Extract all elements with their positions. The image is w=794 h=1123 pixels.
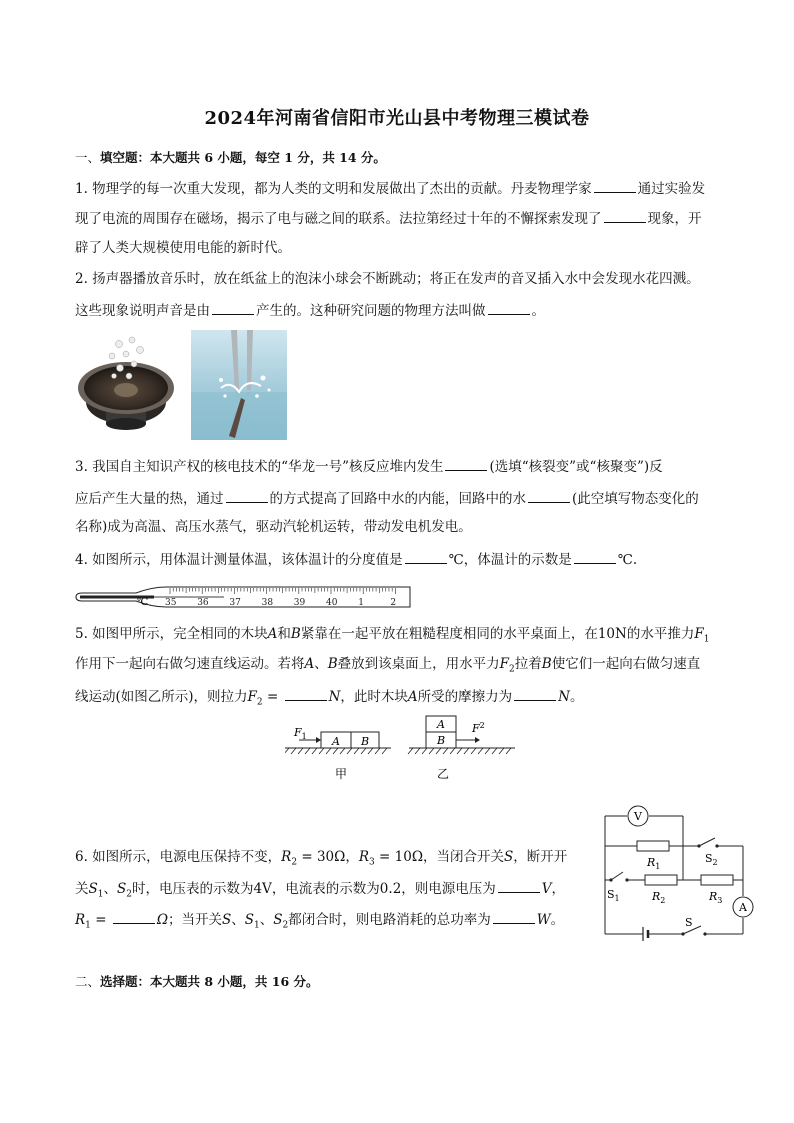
var-F: F [499, 656, 510, 672]
figure-caption-jia: 甲 [335, 767, 348, 781]
q6-line3 [75, 909, 564, 935]
ammeter-label: A [739, 901, 747, 914]
q4-line1 [75, 549, 637, 569]
text: ℃，体温计的示数是 [448, 552, 572, 568]
unit-V: V [541, 881, 552, 897]
text: 时，电压表的示数为 [131, 881, 254, 897]
unit-N: N [328, 689, 341, 705]
answer-blank[interactable] [498, 878, 540, 893]
answer-blank[interactable] [493, 909, 535, 924]
q3-line2 [75, 488, 699, 508]
scale-label: 38 [261, 598, 274, 608]
subscript: 1 [703, 634, 710, 645]
label-S2: $S_2$ [705, 852, 718, 867]
ground-hatch [319, 748, 324, 754]
text: = [262, 689, 283, 705]
unit-W: W [536, 912, 551, 928]
subscript: 3 [369, 857, 375, 868]
scale-label: 2 [390, 598, 397, 608]
page-title: 2024年河南省信阳市光山县中考物理三模试卷 [204, 108, 590, 129]
text: 都闭合时，则电路消耗的总功率为 [288, 912, 491, 928]
ground-hatch [285, 748, 289, 754]
label-S: S [685, 916, 693, 929]
ground-hatch [506, 748, 511, 754]
text: 。 [569, 689, 584, 705]
ground-hatch [291, 748, 296, 754]
section-2-heading [75, 972, 319, 990]
subscript: 2 [291, 857, 298, 868]
section-text: 填空题：本大题共 6 小题，每空 1 分，共 14 分。 [100, 150, 386, 165]
answer-blank[interactable] [488, 300, 530, 315]
ground-hatch [471, 748, 476, 754]
q3-line1 [75, 456, 663, 476]
text: 紧靠在一起平放在粗糙程度相同的水平桌面上，在 [300, 626, 598, 642]
var-F: F [694, 626, 704, 642]
subscript: 2 [126, 889, 132, 900]
text: 的水平推力 [626, 626, 695, 642]
ground-hatch [422, 748, 427, 754]
ground-hatch [326, 748, 331, 754]
q1-line2 [75, 208, 702, 228]
text: ，断开开 [513, 849, 568, 865]
scale-label: 39 [293, 598, 306, 608]
clinical-thermometer-figure [74, 584, 414, 610]
text: 这些现象说明声音是由 [75, 303, 210, 319]
figure-caption-yi: 乙 [437, 767, 450, 781]
var-S: S [244, 912, 255, 928]
q5-line2 [75, 655, 700, 679]
text: 使它们一起向右做匀速直 [551, 656, 701, 672]
text: = 30Ω， [297, 849, 359, 865]
label-R3: $R_3$ [709, 890, 723, 905]
text: 关 [75, 881, 89, 897]
subscript: 2 [282, 920, 289, 931]
arrow-head-icon [475, 737, 480, 743]
var-S: S [88, 881, 98, 897]
text: ，则电源电压为 [401, 881, 496, 897]
answer-blank[interactable] [212, 300, 254, 315]
var-S: S [222, 912, 232, 928]
text: 、 [231, 912, 245, 928]
q1-line3: 辟了人类大规模使用电能的新时代。 [75, 240, 291, 256]
ground-hatch [408, 748, 413, 754]
ground-hatch [450, 748, 455, 754]
section-text: 选择题：本大题共 8 小题，共 16 分。 [100, 974, 319, 989]
text: 所受的摩擦力为 [417, 689, 513, 705]
text: 、 [259, 912, 274, 928]
ground-hatch [312, 748, 317, 754]
text: 现象，开 [647, 211, 702, 227]
text: 、 [103, 881, 117, 897]
block-A-label: A [437, 718, 445, 731]
text: 1. 物理学的每一次重大发现，都为人类的文明和发展做出了杰出的贡献。丹麦物理学家 [75, 181, 592, 197]
force-value: 10N [597, 626, 627, 642]
block-A-label: A [332, 735, 340, 748]
answer-blank[interactable] [405, 549, 447, 564]
scale-label: 40 [326, 598, 338, 608]
text: 5. 如图甲所示，完全相同的木块 [75, 626, 268, 642]
var-B: B [541, 656, 552, 672]
var-B: B [327, 656, 338, 672]
unit-ohm: Ω [156, 912, 169, 928]
text: 叠放到该桌面上，用水平力 [337, 656, 500, 672]
section-1-heading [75, 148, 386, 166]
ground-hatch [457, 748, 462, 754]
answer-blank[interactable] [285, 686, 327, 701]
ground-hatch [429, 748, 434, 754]
scale-label: 36 [197, 598, 209, 608]
text: ，电流表的示数为0.2 [271, 881, 402, 897]
text: 产生的。这种研究问题的物理方法叫做 [256, 303, 486, 319]
force-label-f1: $F_1$ [294, 726, 307, 741]
q3-line3: 名称)成为高温、高压水蒸气，驱动汽轮机运转，带动发电机发电。 [75, 519, 472, 535]
arrow-head-icon [316, 737, 321, 743]
text: ，此时木块 [340, 689, 408, 705]
text: 3. 我国自主知识产权的核电技术的“华龙一号”核反应堆内发生 [75, 459, 444, 475]
text: = 10Ω，当闭合开关 [374, 849, 505, 865]
ground-hatch [333, 748, 338, 754]
subscript: 2 [256, 697, 263, 708]
unit-N: N [558, 689, 570, 705]
ground-hatch [485, 748, 490, 754]
answer-blank[interactable] [604, 208, 646, 223]
block-B-label: B [437, 734, 446, 747]
var-F: F [247, 689, 257, 705]
ground-hatch [415, 748, 420, 754]
text: ；当开关 [168, 912, 223, 928]
var-A: A [304, 656, 315, 672]
text: 4. 如图所示，用体温计测量体温，该体温计的分度值是 [75, 552, 403, 568]
ground-hatch [443, 748, 448, 754]
text: = [90, 912, 111, 928]
subscript: 1 [97, 889, 104, 900]
text: 的方式提高了回路中水的内能，回路中的水 [269, 491, 526, 507]
answer-blank[interactable] [594, 178, 636, 193]
text: 拉着 [514, 656, 542, 672]
answer-blank[interactable] [445, 456, 487, 471]
ground-hatch [305, 748, 310, 754]
text: 作用下一起向右做匀速直线运动。若将 [75, 656, 305, 672]
label-R1: $R_1$ [647, 856, 661, 871]
label-R2: $R_2$ [652, 890, 666, 905]
text: ， [551, 881, 566, 897]
subscript: 2 [509, 664, 515, 675]
q2-line2 [75, 300, 545, 320]
text: 通过实验发 [637, 181, 706, 197]
ground-hatch [478, 748, 483, 754]
block-B-label: B [361, 735, 370, 748]
text: (选填“核裂变”或“核聚变”)反 [489, 459, 663, 475]
ground-hatch [375, 748, 380, 754]
var-A: A [267, 626, 278, 642]
label-S1: $S_1$ [607, 888, 620, 903]
ground-hatch [340, 748, 345, 754]
answer-blank[interactable] [226, 488, 268, 503]
answer-blank[interactable] [113, 909, 155, 924]
text: 和 [277, 626, 291, 642]
section-number: 一、 [75, 150, 101, 165]
var-R: R [75, 912, 86, 928]
answer-blank[interactable] [574, 549, 616, 564]
voltmeter-label: V [634, 810, 642, 823]
thermometer-unit-label: ℃ [137, 597, 149, 608]
var-A: A [407, 689, 418, 705]
scale-label: 1 [358, 598, 364, 608]
ground-hatch [354, 748, 359, 754]
section-number: 二、 [75, 974, 101, 989]
ground-hatch [464, 748, 469, 754]
var-R: R [281, 849, 292, 865]
text: 、 [314, 656, 328, 672]
q1-line1 [75, 178, 705, 198]
blocks-figure-jia-yi [285, 712, 517, 784]
var-S: S [116, 881, 127, 897]
scale-label: 37 [229, 598, 241, 608]
text: 6. 如图所示，电源电压保持不变， [75, 849, 282, 865]
ground-hatch [499, 748, 504, 754]
var-S: S [273, 912, 283, 928]
text: 。 [531, 303, 545, 319]
var-S: S [504, 849, 514, 865]
ground-hatch [347, 748, 352, 754]
voltage-value: 4V [253, 881, 272, 897]
text: (此空填写物态变化的 [572, 491, 699, 507]
ground-hatch [298, 748, 303, 754]
var-R: R [358, 849, 370, 865]
subscript: 1 [254, 920, 260, 931]
q5-line1 [75, 625, 709, 649]
ground-hatch [361, 748, 366, 754]
speaker-foam-balls-image [74, 332, 180, 432]
scale-label: 35 [165, 598, 177, 608]
force-label-f2: $F^2$ [472, 721, 485, 735]
q6-line2 [75, 878, 565, 904]
circuit-diagram [597, 800, 767, 942]
text: 。 [550, 912, 565, 928]
q5-line3 [75, 686, 583, 712]
var-B: B [290, 626, 301, 642]
text: 现了电流的周围存在磁场，揭示了电与磁之间的联系。法拉第经过十年的不懈探索发现了 [75, 211, 602, 227]
tuning-fork-water-image [191, 330, 287, 440]
answer-blank[interactable] [528, 488, 570, 503]
text: 线运动(如图乙所示)，则拉力 [75, 689, 248, 705]
q6-line1 [75, 848, 567, 872]
text: 应后产生大量的热，通过 [75, 491, 224, 507]
ground-hatch [492, 748, 497, 754]
ground-hatch [382, 748, 387, 754]
q2-line1: 2. 扬声器播放音乐时，放在纸盆上的泡沫小球会不断跳动；将正在发声的音叉插入水中会发现水花四溅。 [75, 271, 700, 287]
text: ℃. [617, 552, 638, 568]
subscript: 1 [85, 920, 91, 931]
ground-hatch [436, 748, 441, 754]
answer-blank[interactable] [514, 686, 556, 701]
ground-hatch [368, 748, 373, 754]
